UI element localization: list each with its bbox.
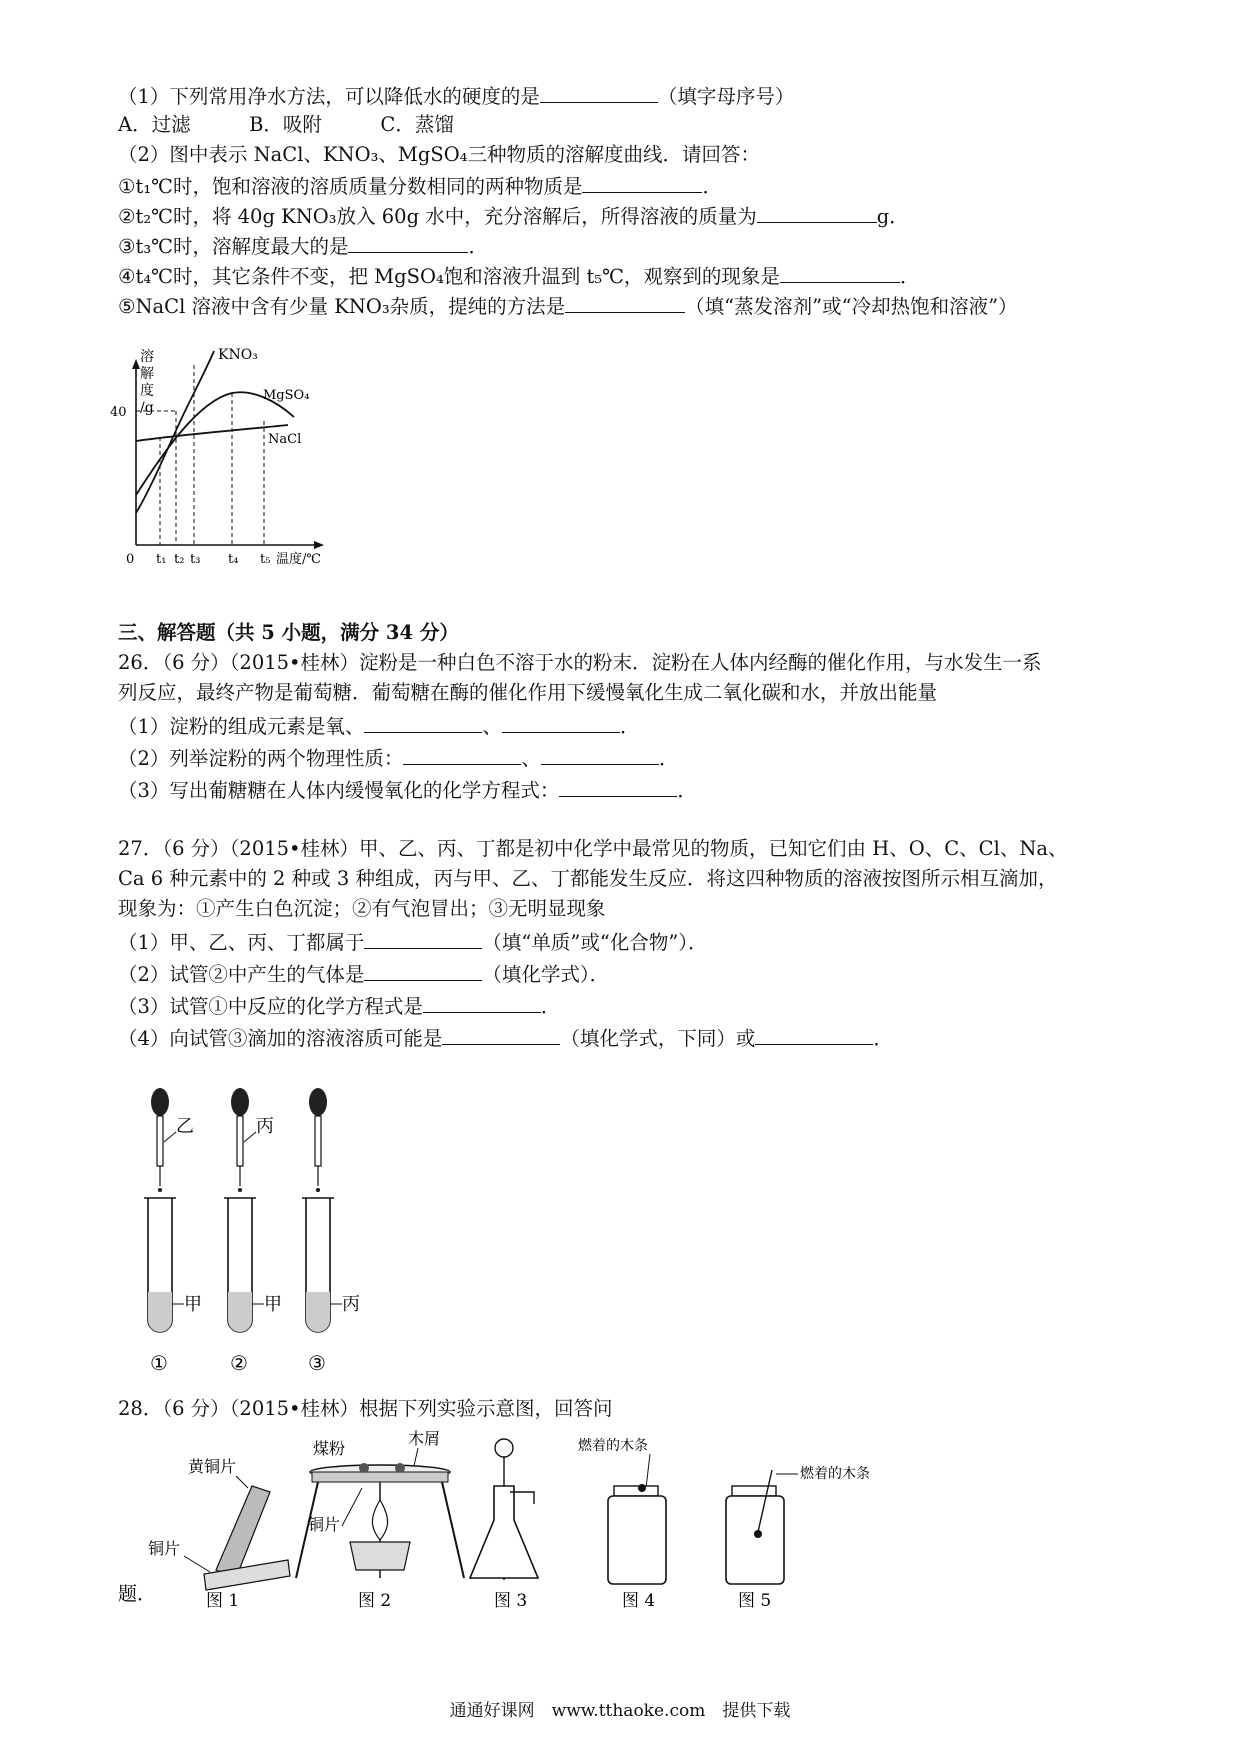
- answer-blank[interactable]: [559, 776, 677, 797]
- svg-text:煤粉: 煤粉: [313, 1439, 346, 1458]
- x-tick-label: t₄: [228, 552, 239, 567]
- tube-number: ①: [150, 1351, 168, 1375]
- svg-text:图 5: 图 5: [738, 1591, 772, 1611]
- q28-figures: [118, 1430, 998, 1610]
- x-axis-label: 温度/℃: [276, 552, 321, 567]
- liquid-label: 甲: [184, 1294, 202, 1315]
- dropper-label: 丙: [256, 1116, 274, 1137]
- y-axis-label: [140, 348, 154, 416]
- x-axis-arrow: [314, 541, 324, 549]
- q25-sub4: ④t₄℃时，其它条件不变，把 MgSO₄饱和溶液升温到 t₅℃，观察到的现象是 ．: [118, 262, 919, 290]
- answer-blank[interactable]: [757, 202, 877, 223]
- q26-part2: （2）列举淀粉的两个物理性质： 、 ．: [118, 744, 678, 772]
- q27-part1: （1）甲、乙、丙、丁都属于 （填“单质”或“化合物”）．: [118, 928, 708, 956]
- liquid-label: 丙: [342, 1294, 360, 1315]
- dropper-tube: [157, 1116, 163, 1166]
- q25-part2: （2）图中表示 NaCl、KNO₃、MgSO₄三种物质的溶解度曲线．请回答：: [118, 143, 760, 166]
- page-footer: 通通好课网 www.tthaoke.com 提供下载: [449, 1701, 791, 1721]
- q25-options: A．过滤 B．吸附 C．蒸馏: [118, 113, 454, 136]
- answer-blank[interactable]: [364, 960, 482, 981]
- answer-blank[interactable]: [541, 744, 659, 765]
- q25-sub2: ②t₂℃时，将 40g KNO₃放入 60g 水中，充分溶解后，所得溶液的质量为 g．: [118, 202, 909, 230]
- y-axis-label-char: 溶: [140, 349, 154, 365]
- y-tick-label: 40: [110, 405, 127, 420]
- q26-stem-2: 列反应，最终产物是葡萄糖．葡萄糖在酶的催化作用下缓慢氧化生成二氧化碳和水，并放出能量: [118, 681, 938, 704]
- y-axis-label-char: 度: [140, 383, 154, 399]
- dropper-bulb: [151, 1088, 169, 1116]
- test-tube: [302, 1088, 360, 1375]
- dropper-tube: [315, 1116, 321, 1166]
- fig4-bottle-splint-mouth: [578, 1437, 666, 1611]
- test-tube: [224, 1088, 282, 1375]
- x-tick-labels: [156, 552, 270, 567]
- drop: [238, 1188, 242, 1192]
- q26-part1: （1）淀粉的组成元素是氧、 、 ．: [118, 712, 639, 740]
- drop: [158, 1188, 162, 1192]
- answer-blank[interactable]: [540, 82, 658, 103]
- q27-part2: （2）试管②中产生的气体是 （填化学式）．: [118, 960, 609, 988]
- q26-stem-1: 26．（6 分）（2015•桂林）淀粉是一种白色不溶于水的粉末．淀粉在人体内经酶的催化作用，与水发生一系: [118, 651, 1042, 674]
- x-tick-label: t₃: [190, 552, 201, 567]
- q25-sub1: ①t₁℃时，饱和溶液的溶质质量分数相同的两种物质是 ．: [118, 172, 722, 200]
- svg-text:图 1: 图 1: [206, 1591, 240, 1611]
- x-tick-label: t₅: [260, 552, 271, 567]
- q25-sub5: ⑤NaCl 溶液中含有少量 KNO₃杂质，提纯的方法是 （填“蒸发溶剂”或“冷却热饱和溶液”）: [118, 292, 1018, 320]
- q28-stem: 28．（6 分）（2015•桂林）根据下列实验示意图，回答问: [118, 1397, 613, 1420]
- liquid: [148, 1292, 172, 1332]
- svg-text:图 3: 图 3: [494, 1591, 528, 1611]
- tube-number: ③: [308, 1351, 326, 1375]
- nacl-curve: [136, 425, 288, 441]
- test-tubes-figure: [120, 1080, 390, 1380]
- svg-text:图 2: 图 2: [358, 1591, 392, 1611]
- fig1-brass-copper: [148, 1457, 290, 1611]
- svg-text:燃着的木条: 燃着的木条: [800, 1466, 870, 1482]
- svg-text:燃着的木条: 燃着的木条: [578, 1438, 648, 1454]
- svg-text:图 4: 图 4: [622, 1591, 656, 1611]
- dropper-bulb: [309, 1088, 327, 1116]
- y-axis-label-char: /g: [140, 400, 154, 416]
- solubility-chart: [110, 345, 358, 575]
- q27-stem-1: 27．（6 分）（2015•桂林）甲、乙、丙、丁都是初中化学中最常见的物质，已知它们由 H、O、C、Cl、Na、: [118, 837, 1068, 860]
- answer-blank[interactable]: [423, 992, 541, 1013]
- fig2-heating-setup: [296, 1429, 464, 1611]
- liquid: [228, 1292, 252, 1332]
- answer-blank[interactable]: [442, 1024, 560, 1045]
- q27-part4: （4）向试管③滴加的溶液溶质可能是 （填化学式，下同）或 ．: [118, 1024, 893, 1052]
- answer-blank[interactable]: [364, 712, 482, 733]
- q28-stem-continued: 题．: [118, 1583, 157, 1605]
- svg-text:铜片: 铜片: [308, 1515, 341, 1534]
- q25-part1: （1）下列常用净水方法，可以降低水的硬度的是 （填字母序号）: [118, 82, 794, 110]
- liquid: [306, 1292, 330, 1332]
- dropper-label: 乙: [176, 1116, 194, 1137]
- dropper-tube: [237, 1116, 243, 1166]
- fig3-flask: [470, 1439, 538, 1611]
- x-tick-label: t₁: [156, 552, 167, 567]
- q27-stem-3: 现象为：①产生白色沉淀；②有气泡冒出；③无明显现象: [118, 897, 606, 920]
- answer-blank[interactable]: [502, 712, 620, 733]
- series-label-mgso4: MgSO₄: [263, 388, 310, 403]
- answer-blank[interactable]: [403, 744, 521, 765]
- answer-blank[interactable]: [582, 172, 702, 193]
- x-tick-label: t₂: [174, 552, 185, 567]
- answer-blank[interactable]: [364, 928, 482, 949]
- answer-blank[interactable]: [348, 232, 468, 253]
- fig5-bottle-splint-inside: [726, 1465, 870, 1611]
- q25-sub3: ③t₃℃时，溶解度最大的是 ．: [118, 232, 488, 260]
- answer-blank[interactable]: [780, 262, 900, 283]
- series-label-nacl: NaCl: [268, 432, 302, 447]
- svg-text:黄铜片: 黄铜片: [188, 1457, 237, 1476]
- dropper-bulb: [231, 1088, 249, 1116]
- series-label-kno3: KNO₃: [218, 347, 258, 363]
- q26-part3: （3）写出葡糖糖在人体内缓慢氧化的化学方程式： ．: [118, 776, 697, 804]
- answer-blank[interactable]: [565, 292, 685, 313]
- q27-part3: （3）试管①中反应的化学方程式是 ．: [118, 992, 560, 1020]
- liquid-label: 甲: [264, 1294, 282, 1315]
- drop: [316, 1188, 320, 1192]
- section-heading: 三、解答题（共 5 小题，满分 34 分）: [118, 621, 459, 644]
- test-tube: [144, 1088, 202, 1375]
- origin-label: 0: [126, 552, 135, 567]
- answer-blank[interactable]: [755, 1024, 873, 1045]
- tube-number: ②: [230, 1351, 248, 1375]
- svg-text:铜片: 铜片: [148, 1539, 181, 1558]
- y-axis-arrow: [132, 359, 140, 369]
- svg-text:木屑: 木屑: [408, 1429, 441, 1448]
- y-axis-label-char: 解: [140, 366, 154, 382]
- q27-stem-2: Ca 6 种元素中的 2 种或 3 种组成，丙与甲、乙、丁都能发生反应．将这四种物质的溶液按图所示相互滴加，: [118, 867, 1058, 890]
